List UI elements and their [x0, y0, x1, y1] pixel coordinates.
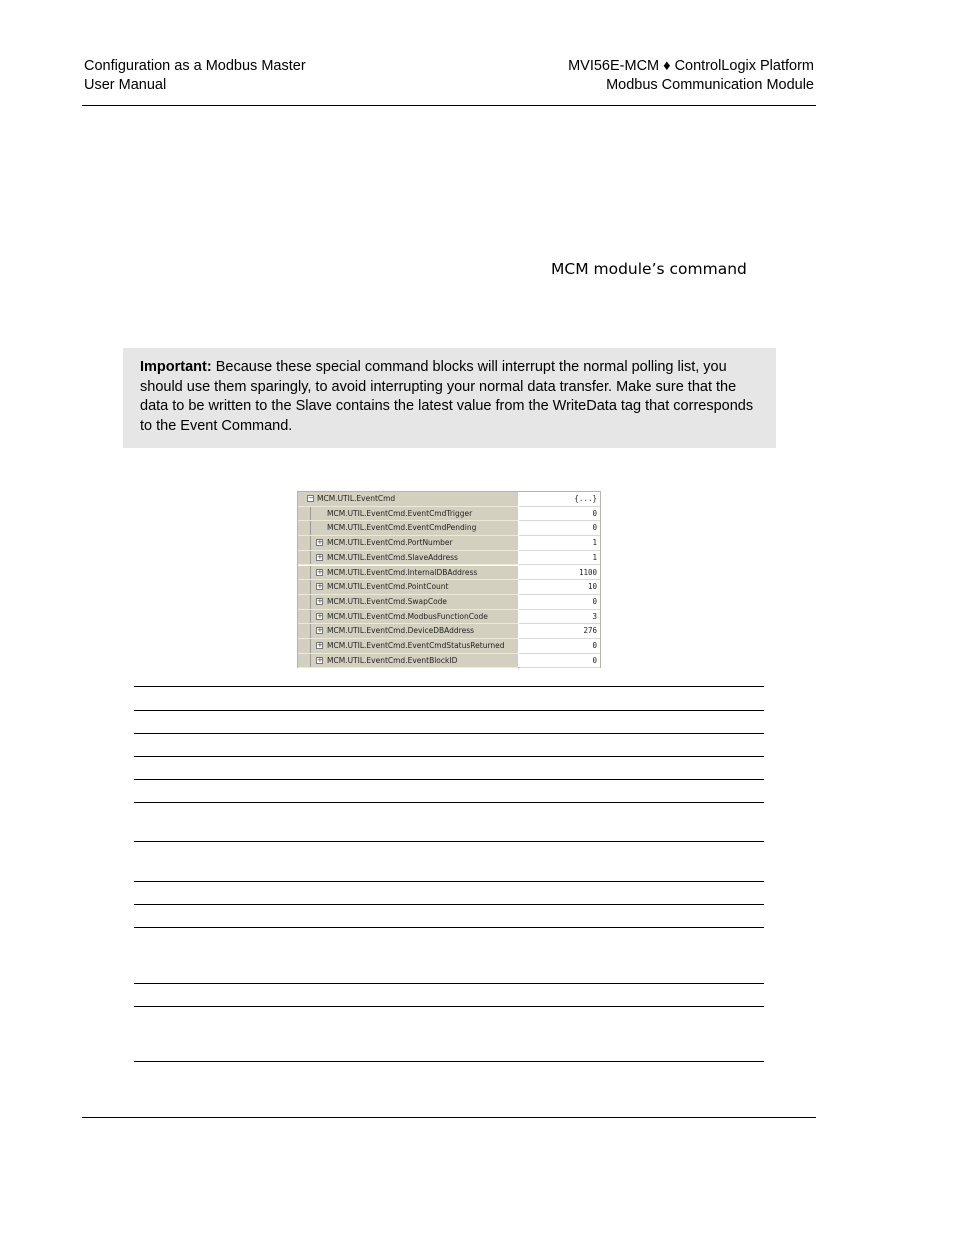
- tag-name: MCM.UTIL.EventCmd.EventCmdStatusReturned: [327, 641, 505, 650]
- header-left: [84, 57, 306, 95]
- tag-value[interactable]: 0: [519, 595, 600, 610]
- table-rule: [134, 983, 764, 984]
- table-rule: [134, 927, 764, 928]
- header-manual-type: User Manual: [84, 77, 167, 93]
- tag-value[interactable]: 0: [519, 639, 600, 654]
- header-divider: [82, 105, 816, 106]
- expand-icon[interactable]: +: [317, 611, 323, 620]
- tag-value[interactable]: 3: [519, 610, 600, 625]
- table-rule: [134, 1061, 764, 1062]
- tag-row[interactable]: [298, 624, 600, 639]
- table-rule: [134, 756, 764, 757]
- tag-row[interactable]: [298, 580, 600, 595]
- tag-row[interactable]: [298, 595, 600, 610]
- tag-monitor-window: [297, 491, 601, 668]
- tag-value[interactable]: 0: [519, 507, 600, 522]
- tag-name: MCM.UTIL.EventCmd: [317, 494, 396, 503]
- tag-name: MCM.UTIL.EventCmd.ModbusFunctionCode: [327, 611, 488, 621]
- expand-icon[interactable]: +: [317, 567, 323, 576]
- body-text-fragment: MCM module’s command: [551, 260, 747, 278]
- tag-row[interactable]: [298, 610, 600, 625]
- table-rule: [134, 802, 764, 803]
- table-rule: [134, 841, 764, 842]
- expand-icon[interactable]: +: [317, 596, 323, 605]
- tag-name: MCM.UTIL.EventCmd.PortNumber: [327, 538, 453, 548]
- tag-value[interactable]: {...}: [519, 492, 600, 507]
- expand-icon[interactable]: +: [317, 552, 323, 561]
- tag-value[interactable]: 1: [519, 536, 600, 551]
- tag-row[interactable]: [298, 521, 600, 536]
- expand-icon[interactable]: +: [317, 538, 323, 547]
- expand-icon[interactable]: +: [317, 582, 323, 591]
- table-rule: [134, 904, 764, 905]
- tag-row[interactable]: [298, 639, 600, 654]
- table-rule: [134, 1006, 764, 1007]
- collapse-icon[interactable]: −: [308, 494, 314, 502]
- table-rule: [134, 881, 764, 882]
- tag-name: MCM.UTIL.EventCmd.EventCmdTrigger: [327, 508, 473, 518]
- table-rule: [134, 733, 764, 734]
- header-product-subtitle: Modbus Communication Module: [606, 77, 814, 93]
- tag-name: MCM.UTIL.EventCmd.EventCmdPending: [327, 523, 477, 533]
- tag-value[interactable]: 1: [519, 551, 600, 566]
- tag-name: MCM.UTIL.EventCmd.EventBlockID: [327, 655, 458, 665]
- tag-name: MCM.UTIL.EventCmd.PointCount: [327, 582, 449, 592]
- header-product-name: MVI56E-MCM ♦ ControlLogix Platform: [568, 58, 814, 74]
- tag-row[interactable]: [298, 492, 600, 507]
- tag-name: MCM.UTIL.EventCmd.SlaveAddress: [327, 552, 458, 562]
- tag-name: MCM.UTIL.EventCmd.SwapCode: [327, 596, 448, 606]
- tag-row[interactable]: [298, 566, 600, 581]
- footer-divider: [82, 1117, 816, 1118]
- tag-value[interactable]: 0: [519, 654, 600, 669]
- tag-name: MCM.UTIL.EventCmd.DeviceDBAddress: [327, 626, 475, 636]
- expand-icon[interactable]: +: [317, 641, 323, 649]
- important-note: [123, 348, 776, 448]
- important-note-label: Important:: [140, 359, 212, 375]
- table-rule: [134, 710, 764, 711]
- tag-row[interactable]: [298, 507, 600, 522]
- tag-row[interactable]: [298, 654, 600, 669]
- tag-value[interactable]: 1100: [519, 566, 600, 581]
- table-rule: [134, 686, 764, 687]
- tag-row[interactable]: [298, 551, 600, 566]
- tag-row[interactable]: [298, 536, 600, 551]
- tag-value[interactable]: 0: [519, 521, 600, 536]
- tag-value[interactable]: 276: [519, 624, 600, 639]
- tag-value[interactable]: 10: [519, 580, 600, 595]
- table-rule: [134, 779, 764, 780]
- expand-icon[interactable]: +: [317, 626, 323, 635]
- header-chapter-title: Configuration as a Modbus Master: [84, 58, 306, 74]
- expand-icon[interactable]: +: [317, 655, 323, 664]
- header-right: [568, 57, 814, 95]
- tag-name: MCM.UTIL.EventCmd.InternalDBAddress: [327, 567, 478, 577]
- important-note-text: Because these special command blocks will interrupt the normal polling list, you should use them sparingly, to avoid interrupting your normal data transfer. Make sure that the data to be written to the Slave contains the latest value from the WriteData tag that corresponds to the Event Command.: [140, 359, 754, 435]
